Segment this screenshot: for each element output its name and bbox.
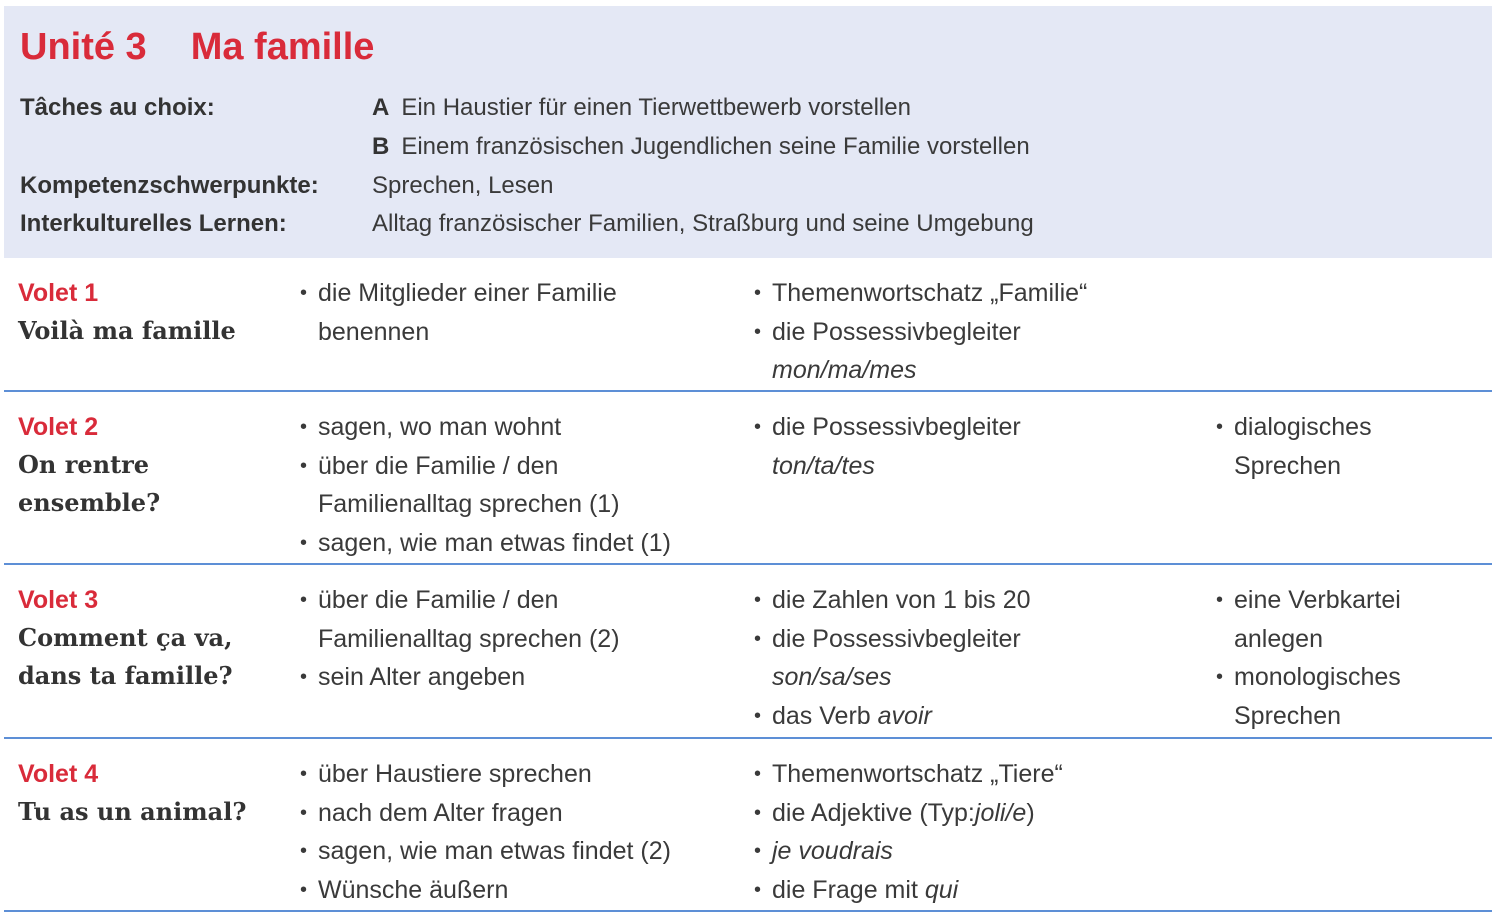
methods-list [1216,581,1401,735]
volet-title [18,408,160,522]
unit-name: Ma famille [190,26,375,68]
volet-title [18,755,246,831]
objectives-list [300,581,620,697]
list-item: • sagen, wo man wohnt [300,408,671,447]
list-item: • sagen, wie man etwas findet (1) [300,524,671,563]
list-item: • über die Familie / den Familienalltag sprechen (1) [300,447,671,524]
list-item: • monologisches Sprechen [1216,658,1401,735]
interkulturell-value: Alltag französischer Familien, Straßburg und seine Umgebung [372,210,1034,237]
objectives-list [300,274,617,351]
row-divider [4,910,1492,912]
list-item: • Wünsche äußern [300,871,671,910]
grammar-list [754,755,1063,909]
volet-name: On rentre ensemble? [18,450,161,517]
taches-label: Tâches au choix: [20,94,215,121]
volet-row-3 [4,565,1492,737]
volet-number: Volet 1 [18,279,99,307]
unit-header [4,6,1492,258]
task-b [372,133,1030,161]
list-item: • über die Familie / den Familienalltag sprechen (2) [300,581,620,658]
list-item: • nach dem Alter fragen [300,794,671,833]
list-item: • je voudrais [754,832,1063,871]
list-item: • die Possessivbegleiter ton/ta/tes [754,408,1021,485]
volet-row-2 [4,392,1492,562]
list-item: • eine Verbkartei anlegen [1216,581,1401,658]
list-item: • die Zahlen von 1 bis 20 [754,581,1031,620]
list-item: • die Adjektive (Typ:joli/e) [754,794,1063,833]
list-item: • die Mitglieder einer Familie benennen [300,274,617,351]
interkulturell-label: Interkulturelles Lernen: [20,210,287,237]
list-item: • über Haustiere sprechen [300,755,671,794]
grammar-list [754,581,1031,735]
task-a-text: Ein Haustier für einen Tierwettbewerb vorstellen [401,94,911,121]
volet-name: Voilà ma famille [18,316,236,345]
list-item: • Themenwortschatz „Tiere“ [754,755,1063,794]
task-b-text: Einem französischen Jugendlichen seine Familie vorstellen [401,133,1030,160]
unit-title [20,26,374,69]
volet-title [18,274,236,350]
list-item: • sein Alter angeben [300,658,620,697]
list-item: • die Possessivbegleiter mon/ma/mes [754,313,1087,390]
volet-title [18,581,233,695]
volet-name: Comment ça va, dans ta famille? [18,623,233,690]
list-item: • die Frage mit qui [754,871,1063,910]
list-item: • das Verb avoir [754,697,1031,736]
kompetenz-value: Sprechen, Lesen [372,172,554,199]
list-item: • Themenwortschatz „Familie“ [754,274,1087,313]
methods-list [1216,408,1372,485]
task-a [372,94,911,122]
volet-number: Volet 2 [18,413,99,441]
task-b-letter: B [372,133,390,160]
unit-number: Unité 3 [20,26,147,68]
volet-number: Volet 3 [18,586,99,614]
kompetenz-label: Kompetenzschwerpunkte: [20,172,319,199]
list-item: • die Possessivbegleiter son/sa/ses [754,620,1031,697]
volet-number: Volet 4 [18,760,99,788]
volet-row-4 [4,739,1492,909]
volet-name: Tu as un animal? [18,797,247,826]
grammar-list [754,274,1087,390]
list-item: • dialogisches Sprechen [1216,408,1372,485]
objectives-list [300,408,671,562]
objectives-list [300,755,671,909]
grammar-list [754,408,1021,485]
list-item: • sagen, wie man etwas findet (2) [300,832,671,871]
task-a-letter: A [372,94,390,121]
volet-row-1 [4,258,1492,390]
